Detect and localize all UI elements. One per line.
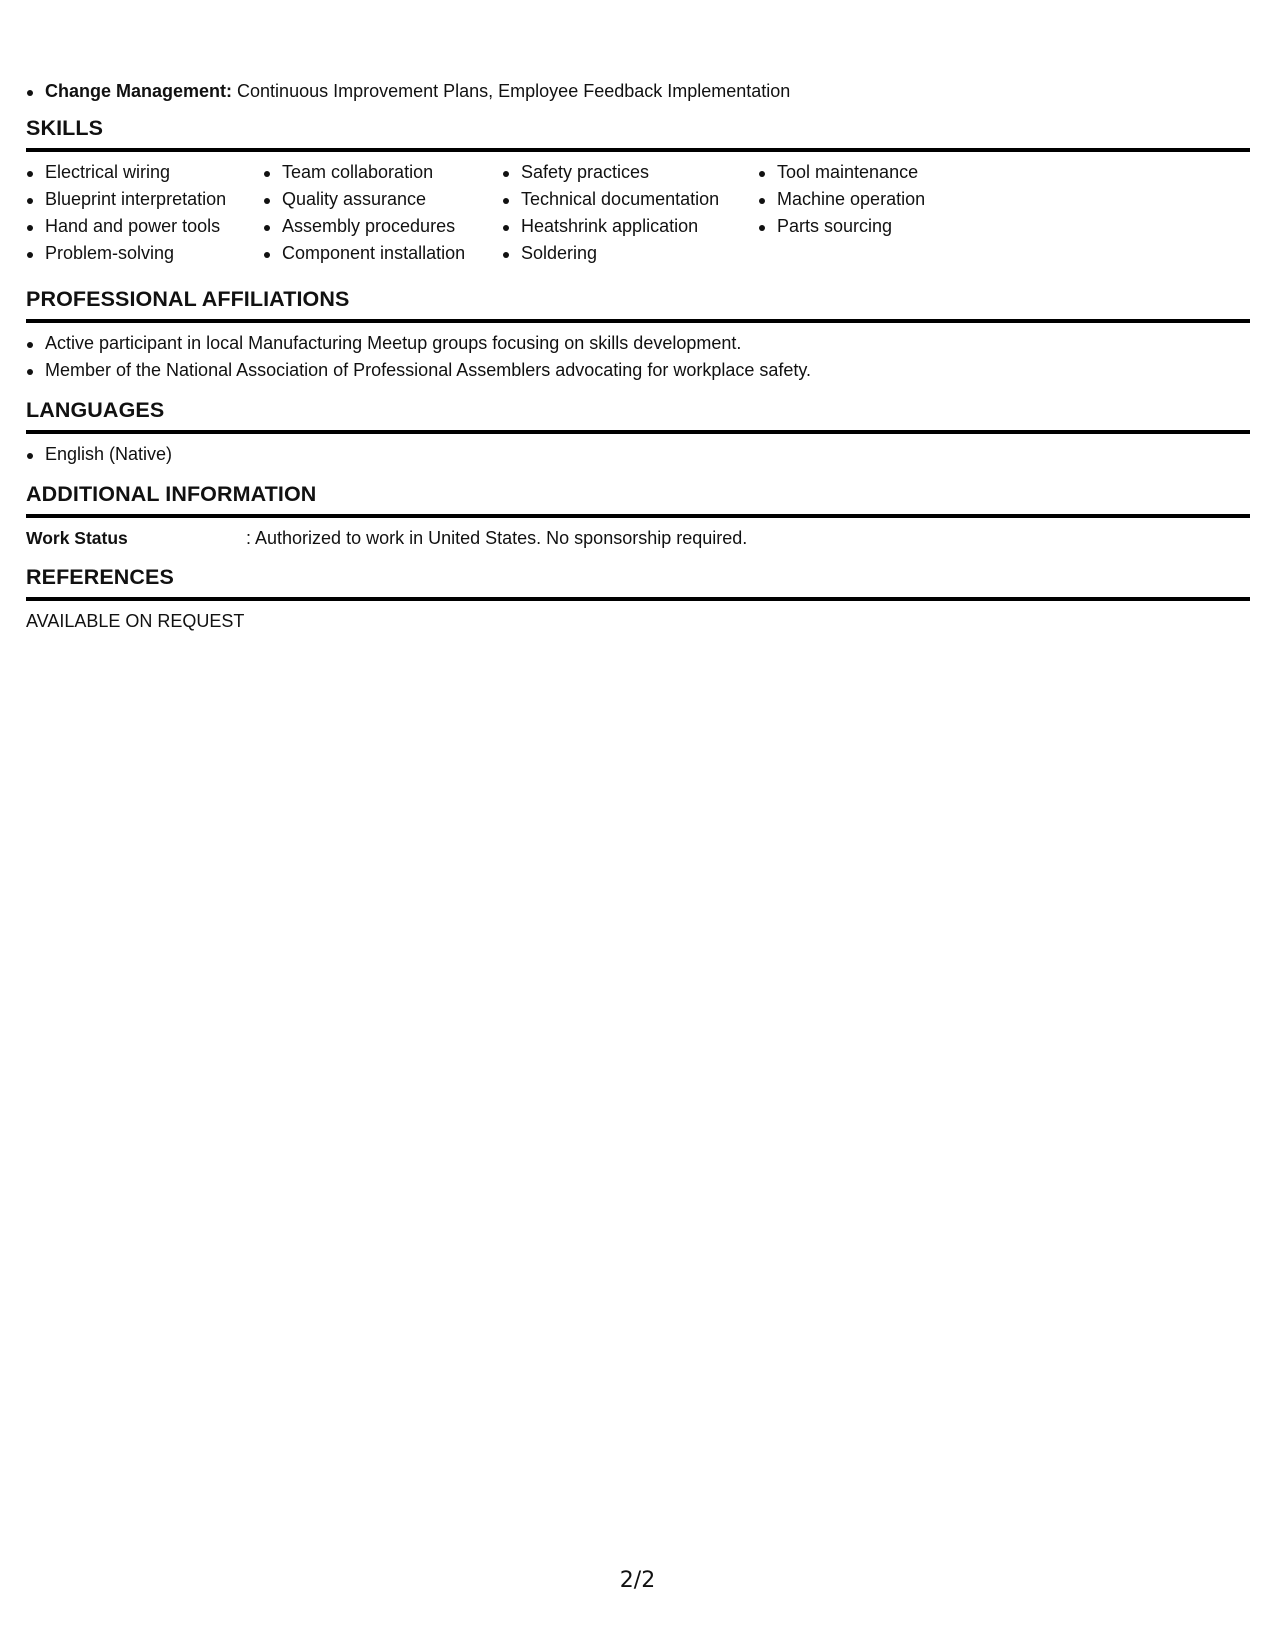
skills-grid <box>26 159 1250 267</box>
skill-item: Blueprint interpretation <box>26 186 263 213</box>
list-item-lead: Change Management: <box>45 81 233 101</box>
skill-item: Parts sourcing <box>758 213 998 240</box>
languages-section <box>26 396 1250 468</box>
skill-item: Assembly procedures <box>263 213 502 240</box>
skill-item: Component installation <box>263 240 502 267</box>
section-title-references: REFERENCES <box>26 563 1250 601</box>
skill-item: Technical documentation <box>502 186 758 213</box>
section-title-languages: LANGUAGES <box>26 396 1250 434</box>
skill-item: Quality assurance <box>263 186 502 213</box>
skill-item: Safety practices <box>502 159 758 186</box>
change-management-list <box>26 78 790 105</box>
work-status-value: : Authorized to work in United States. No sponsorship required. <box>246 528 748 548</box>
page-number: 2/2 <box>619 1568 656 1593</box>
section-title-additional-information: ADDITIONAL INFORMATION <box>26 480 1250 518</box>
skill-item: Team collaboration <box>263 159 502 186</box>
list-item <box>26 78 790 105</box>
skills-column-3 <box>502 159 758 267</box>
skill-item: Problem-solving <box>26 240 263 267</box>
language-item: English (Native) <box>26 441 1250 468</box>
skills-column-1 <box>26 159 263 267</box>
additional-information-section <box>26 480 1250 552</box>
skill-item: Soldering <box>502 240 758 267</box>
skill-item: Heatshrink application <box>502 213 758 240</box>
skill-item: Tool maintenance <box>758 159 998 186</box>
affiliations-list <box>26 330 1250 384</box>
references-section <box>26 563 1250 635</box>
list-item-text: Continuous Improvement Plans, Employee Feedback Implementation <box>232 81 791 101</box>
affiliation-item: Active participant in local Manufacturing Meetup groups focusing on skills development. <box>26 330 1250 357</box>
skills-column-4 <box>758 159 998 267</box>
references-text: AVAILABLE ON REQUEST <box>26 611 245 631</box>
skills-section <box>26 114 1250 267</box>
section-title-skills: SKILLS <box>26 114 1250 152</box>
skill-item: Machine operation <box>758 186 998 213</box>
affiliation-item: Member of the National Association of Professional Assemblers advocating for workplace safety. <box>26 357 1250 384</box>
skill-item: Hand and power tools <box>26 213 263 240</box>
section-title-affiliations: PROFESSIONAL AFFILIATIONS <box>26 285 1250 323</box>
affiliations-section <box>26 285 1250 384</box>
skills-column-2 <box>263 159 502 267</box>
work-status-row <box>26 525 1250 552</box>
languages-list <box>26 441 1250 468</box>
work-status-label: Work Status <box>26 528 128 548</box>
skill-item: Electrical wiring <box>26 159 263 186</box>
